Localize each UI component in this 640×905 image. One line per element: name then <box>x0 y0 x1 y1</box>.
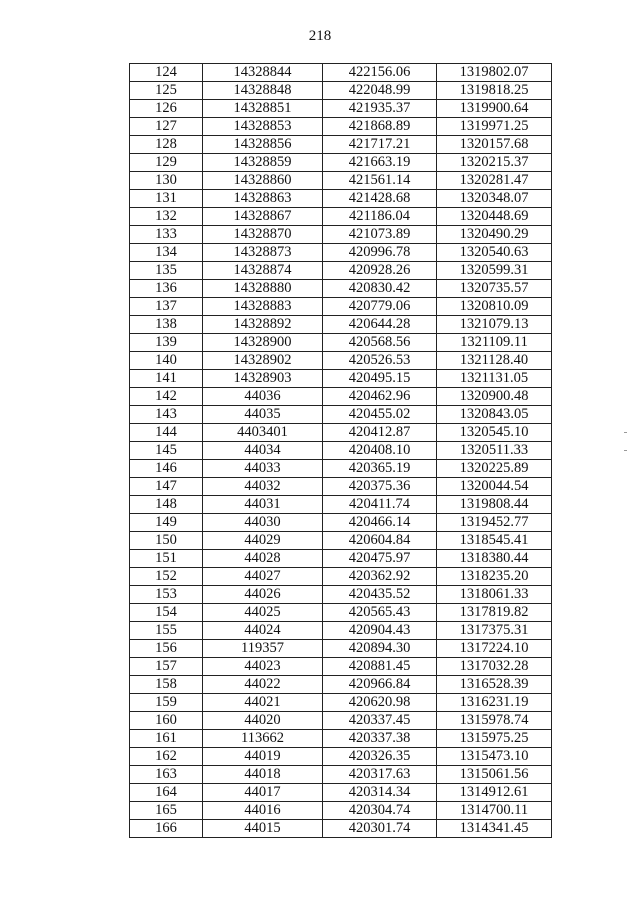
y-coordinate-cell: 1320735.57 <box>437 280 552 298</box>
y-coordinate-cell: 1314912.61 <box>437 784 552 802</box>
point-number-cell: 161 <box>130 730 203 748</box>
point-number-cell: 140 <box>130 352 203 370</box>
x-coordinate-cell: 420779.06 <box>323 298 437 316</box>
point-number-cell: 154 <box>130 604 203 622</box>
y-coordinate-cell: 1320215.37 <box>437 154 552 172</box>
table-row <box>130 316 552 334</box>
y-coordinate-cell: 1320843.05 <box>437 406 552 424</box>
x-coordinate-cell: 420996.78 <box>323 244 437 262</box>
point-id-cell: 14328900 <box>203 334 323 352</box>
x-coordinate-cell: 420568.56 <box>323 334 437 352</box>
y-coordinate-cell: 1320511.33 <box>437 442 552 460</box>
point-number-cell: 130 <box>130 172 203 190</box>
table-row <box>130 532 552 550</box>
table-row <box>130 100 552 118</box>
x-coordinate-cell: 420314.34 <box>323 784 437 802</box>
table-row <box>130 424 552 442</box>
x-coordinate-cell: 421663.19 <box>323 154 437 172</box>
table-row <box>130 550 552 568</box>
y-coordinate-cell: 1319802.07 <box>437 64 552 82</box>
y-coordinate-cell: 1320348.07 <box>437 190 552 208</box>
point-number-cell: 157 <box>130 658 203 676</box>
x-coordinate-cell: 420894.30 <box>323 640 437 658</box>
point-id-cell: 44015 <box>203 820 323 838</box>
x-coordinate-cell: 421186.04 <box>323 208 437 226</box>
table-row <box>130 622 552 640</box>
point-id-cell: 44026 <box>203 586 323 604</box>
point-id-cell: 14328883 <box>203 298 323 316</box>
point-number-cell: 150 <box>130 532 203 550</box>
y-coordinate-cell: 1320900.48 <box>437 388 552 406</box>
x-coordinate-cell: 420375.36 <box>323 478 437 496</box>
y-coordinate-cell: 1318235.20 <box>437 568 552 586</box>
point-id-cell: 113662 <box>203 730 323 748</box>
table-row <box>130 388 552 406</box>
table-row <box>130 802 552 820</box>
table-row <box>130 766 552 784</box>
point-id-cell: 44027 <box>203 568 323 586</box>
point-number-cell: 151 <box>130 550 203 568</box>
y-coordinate-cell: 1315061.56 <box>437 766 552 784</box>
point-number-cell: 137 <box>130 298 203 316</box>
table-row <box>130 244 552 262</box>
y-coordinate-cell: 1318545.41 <box>437 532 552 550</box>
point-id-cell: 14328867 <box>203 208 323 226</box>
point-number-cell: 138 <box>130 316 203 334</box>
coordinates-table <box>129 63 552 838</box>
point-id-cell: 14328860 <box>203 172 323 190</box>
y-coordinate-cell: 1320225.89 <box>437 460 552 478</box>
point-id-cell: 44033 <box>203 460 323 478</box>
table-row <box>130 568 552 586</box>
table-row <box>130 82 552 100</box>
point-id-cell: 44029 <box>203 532 323 550</box>
point-id-cell: 44023 <box>203 658 323 676</box>
point-id-cell: 44016 <box>203 802 323 820</box>
point-number-cell: 133 <box>130 226 203 244</box>
point-id-cell: 44024 <box>203 622 323 640</box>
x-coordinate-cell: 420408.10 <box>323 442 437 460</box>
x-coordinate-cell: 420362.92 <box>323 568 437 586</box>
point-id-cell: 14328844 <box>203 64 323 82</box>
table-row <box>130 334 552 352</box>
point-id-cell: 14328848 <box>203 82 323 100</box>
x-coordinate-cell: 420411.74 <box>323 496 437 514</box>
point-id-cell: 44017 <box>203 784 323 802</box>
point-id-cell: 44019 <box>203 748 323 766</box>
point-id-cell: 14328853 <box>203 118 323 136</box>
point-id-cell: 14328880 <box>203 280 323 298</box>
x-coordinate-cell: 420644.28 <box>323 316 437 334</box>
x-coordinate-cell: 420317.63 <box>323 766 437 784</box>
point-id-cell: 44035 <box>203 406 323 424</box>
x-coordinate-cell: 420326.35 <box>323 748 437 766</box>
y-coordinate-cell: 1321131.05 <box>437 370 552 388</box>
table-row <box>130 676 552 694</box>
x-coordinate-cell: 420565.43 <box>323 604 437 622</box>
table-row <box>130 64 552 82</box>
y-coordinate-cell: 1319900.64 <box>437 100 552 118</box>
x-coordinate-cell: 420604.84 <box>323 532 437 550</box>
x-coordinate-cell: 422048.99 <box>323 82 437 100</box>
y-coordinate-cell: 1317032.28 <box>437 658 552 676</box>
y-coordinate-cell: 1319971.25 <box>437 118 552 136</box>
table-row <box>130 730 552 748</box>
table-row <box>130 604 552 622</box>
y-coordinate-cell: 1320157.68 <box>437 136 552 154</box>
point-id-cell: 44030 <box>203 514 323 532</box>
point-number-cell: 124 <box>130 64 203 82</box>
x-coordinate-cell: 420475.97 <box>323 550 437 568</box>
y-coordinate-cell: 1320810.09 <box>437 298 552 316</box>
point-number-cell: 158 <box>130 676 203 694</box>
point-number-cell: 156 <box>130 640 203 658</box>
y-coordinate-cell: 1320599.31 <box>437 262 552 280</box>
point-number-cell: 148 <box>130 496 203 514</box>
point-number-cell: 136 <box>130 280 203 298</box>
table-row <box>130 280 552 298</box>
table-row <box>130 190 552 208</box>
point-number-cell: 128 <box>130 136 203 154</box>
table-row <box>130 478 552 496</box>
table-row <box>130 460 552 478</box>
x-coordinate-cell: 420466.14 <box>323 514 437 532</box>
x-coordinate-cell: 421073.89 <box>323 226 437 244</box>
table-row <box>130 442 552 460</box>
x-coordinate-cell: 420337.45 <box>323 712 437 730</box>
y-coordinate-cell: 1317224.10 <box>437 640 552 658</box>
point-id-cell: 44022 <box>203 676 323 694</box>
table-row <box>130 154 552 172</box>
y-coordinate-cell: 1317375.31 <box>437 622 552 640</box>
y-coordinate-cell: 1318380.44 <box>437 550 552 568</box>
point-number-cell: 147 <box>130 478 203 496</box>
table-row <box>130 370 552 388</box>
point-number-cell: 163 <box>130 766 203 784</box>
table-row <box>130 208 552 226</box>
x-coordinate-cell: 420365.19 <box>323 460 437 478</box>
point-number-cell: 159 <box>130 694 203 712</box>
table-row <box>130 586 552 604</box>
point-id-cell: 44020 <box>203 712 323 730</box>
table-row <box>130 352 552 370</box>
point-id-cell: 14328870 <box>203 226 323 244</box>
point-id-cell: 44036 <box>203 388 323 406</box>
y-coordinate-cell: 1321128.40 <box>437 352 552 370</box>
point-number-cell: 145 <box>130 442 203 460</box>
x-coordinate-cell: 422156.06 <box>323 64 437 82</box>
point-id-cell: 44018 <box>203 766 323 784</box>
point-number-cell: 152 <box>130 568 203 586</box>
x-coordinate-cell: 420337.38 <box>323 730 437 748</box>
table-row <box>130 406 552 424</box>
y-coordinate-cell: 1316231.19 <box>437 694 552 712</box>
table-row <box>130 748 552 766</box>
x-coordinate-cell: 421868.89 <box>323 118 437 136</box>
x-coordinate-cell: 421561.14 <box>323 172 437 190</box>
point-number-cell: 164 <box>130 784 203 802</box>
x-coordinate-cell: 420455.02 <box>323 406 437 424</box>
x-coordinate-cell: 420301.74 <box>323 820 437 838</box>
point-number-cell: 132 <box>130 208 203 226</box>
x-coordinate-cell: 420495.15 <box>323 370 437 388</box>
y-coordinate-cell: 1319808.44 <box>437 496 552 514</box>
y-coordinate-cell: 1320490.29 <box>437 226 552 244</box>
table-row <box>130 712 552 730</box>
point-number-cell: 125 <box>130 82 203 100</box>
point-id-cell: 44025 <box>203 604 323 622</box>
point-id-cell: 14328856 <box>203 136 323 154</box>
y-coordinate-cell: 1317819.82 <box>437 604 552 622</box>
point-number-cell: 162 <box>130 748 203 766</box>
point-id-cell: 14328902 <box>203 352 323 370</box>
point-number-cell: 139 <box>130 334 203 352</box>
scan-edge-mark <box>624 450 627 451</box>
table-row <box>130 784 552 802</box>
coordinates-table-body <box>130 64 552 838</box>
x-coordinate-cell: 421717.21 <box>323 136 437 154</box>
point-id-cell: 44031 <box>203 496 323 514</box>
x-coordinate-cell: 420881.45 <box>323 658 437 676</box>
x-coordinate-cell: 420412.87 <box>323 424 437 442</box>
point-id-cell: 14328873 <box>203 244 323 262</box>
point-number-cell: 160 <box>130 712 203 730</box>
point-number-cell: 144 <box>130 424 203 442</box>
table-row <box>130 820 552 838</box>
point-number-cell: 165 <box>130 802 203 820</box>
y-coordinate-cell: 1320281.47 <box>437 172 552 190</box>
point-number-cell: 142 <box>130 388 203 406</box>
table-row <box>130 226 552 244</box>
y-coordinate-cell: 1320044.54 <box>437 478 552 496</box>
point-number-cell: 135 <box>130 262 203 280</box>
point-id-cell: 44034 <box>203 442 323 460</box>
x-coordinate-cell: 421935.37 <box>323 100 437 118</box>
point-id-cell: 14328851 <box>203 100 323 118</box>
table-row <box>130 298 552 316</box>
y-coordinate-cell: 1321079.13 <box>437 316 552 334</box>
table-row <box>130 136 552 154</box>
point-number-cell: 166 <box>130 820 203 838</box>
y-coordinate-cell: 1319452.77 <box>437 514 552 532</box>
table-row <box>130 172 552 190</box>
point-id-cell: 14328892 <box>203 316 323 334</box>
x-coordinate-cell: 420435.52 <box>323 586 437 604</box>
x-coordinate-cell: 420526.53 <box>323 352 437 370</box>
y-coordinate-cell: 1315473.10 <box>437 748 552 766</box>
point-number-cell: 153 <box>130 586 203 604</box>
point-number-cell: 129 <box>130 154 203 172</box>
point-id-cell: 14328863 <box>203 190 323 208</box>
x-coordinate-cell: 420462.96 <box>323 388 437 406</box>
x-coordinate-cell: 420904.43 <box>323 622 437 640</box>
y-coordinate-cell: 1320448.69 <box>437 208 552 226</box>
y-coordinate-cell: 1318061.33 <box>437 586 552 604</box>
y-coordinate-cell: 1315975.25 <box>437 730 552 748</box>
table-row <box>130 658 552 676</box>
point-id-cell: 44021 <box>203 694 323 712</box>
point-number-cell: 141 <box>130 370 203 388</box>
table-row <box>130 694 552 712</box>
point-id-cell: 14328903 <box>203 370 323 388</box>
point-number-cell: 126 <box>130 100 203 118</box>
scan-edge-mark <box>624 432 627 433</box>
point-number-cell: 155 <box>130 622 203 640</box>
y-coordinate-cell: 1314341.45 <box>437 820 552 838</box>
y-coordinate-cell: 1319818.25 <box>437 82 552 100</box>
table-row <box>130 262 552 280</box>
y-coordinate-cell: 1321109.11 <box>437 334 552 352</box>
y-coordinate-cell: 1320540.63 <box>437 244 552 262</box>
point-number-cell: 146 <box>130 460 203 478</box>
y-coordinate-cell: 1316528.39 <box>437 676 552 694</box>
point-id-cell: 44032 <box>203 478 323 496</box>
x-coordinate-cell: 420830.42 <box>323 280 437 298</box>
point-number-cell: 134 <box>130 244 203 262</box>
point-id-cell: 14328874 <box>203 262 323 280</box>
y-coordinate-cell: 1314700.11 <box>437 802 552 820</box>
point-number-cell: 149 <box>130 514 203 532</box>
point-number-cell: 131 <box>130 190 203 208</box>
x-coordinate-cell: 420304.74 <box>323 802 437 820</box>
point-id-cell: 14328859 <box>203 154 323 172</box>
x-coordinate-cell: 420928.26 <box>323 262 437 280</box>
x-coordinate-cell: 420966.84 <box>323 676 437 694</box>
y-coordinate-cell: 1315978.74 <box>437 712 552 730</box>
x-coordinate-cell: 420620.98 <box>323 694 437 712</box>
table-row <box>130 514 552 532</box>
x-coordinate-cell: 421428.68 <box>323 190 437 208</box>
point-id-cell: 44028 <box>203 550 323 568</box>
table-row <box>130 496 552 514</box>
table-row <box>130 118 552 136</box>
point-number-cell: 143 <box>130 406 203 424</box>
y-coordinate-cell: 1320545.10 <box>437 424 552 442</box>
point-number-cell: 127 <box>130 118 203 136</box>
point-id-cell: 119357 <box>203 640 323 658</box>
page-number: 218 <box>308 28 332 44</box>
table-row <box>130 640 552 658</box>
point-id-cell: 4403401 <box>203 424 323 442</box>
